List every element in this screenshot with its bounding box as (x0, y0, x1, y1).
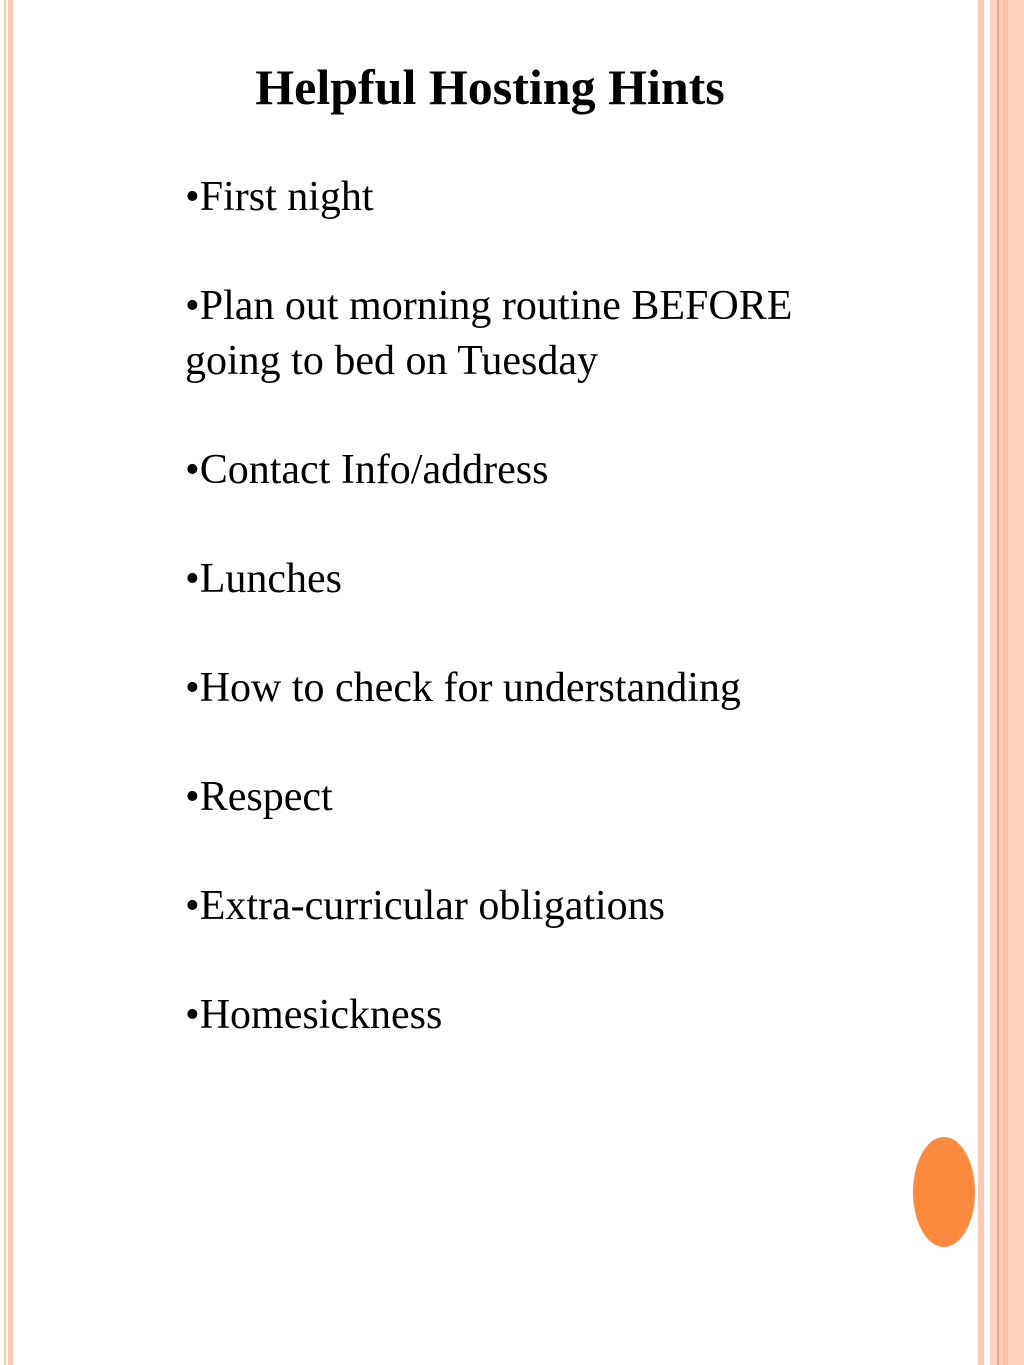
hints-list (185, 170, 825, 1097)
list-item: •Contact Info/address (185, 447, 549, 493)
list-item: •Lunches (185, 556, 342, 602)
left-border-stripe-thin (4, 0, 6, 1365)
orange-oval-decoration (913, 1137, 975, 1247)
left-border-stripe (8, 0, 13, 1365)
list-item: •Homesickness (185, 992, 443, 1038)
list-item: •Plan out morning routine BEFORE going to bed on Tuesday (185, 283, 793, 384)
slide-title: Helpful Hosting Hints (255, 59, 725, 115)
right-border-stripe-thin (978, 0, 984, 1365)
right-border-stripe-inner (1003, 0, 1008, 1365)
list-item: •First night (185, 174, 374, 220)
list-item: •Respect (185, 774, 333, 820)
right-border-line (997, 0, 999, 1365)
list-item: •Extra-curricular obligations (185, 883, 666, 929)
list-item: •How to check for understanding (185, 665, 741, 711)
